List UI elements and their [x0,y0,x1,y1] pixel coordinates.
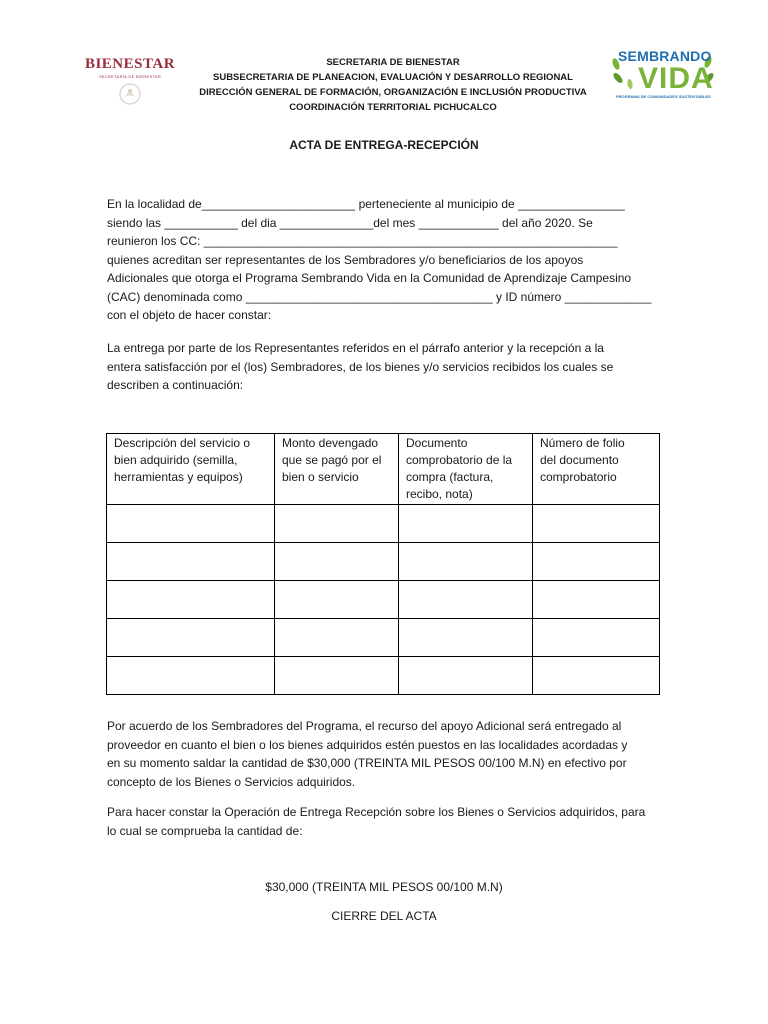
header-text: del documento [540,453,619,467]
header-line: COORDINACIÓN TERRITORIAL PICHUCALCO [289,102,497,113]
text-line: con el objeto de hacer constar: [107,308,272,322]
header-text: bien adquirido (semilla, [114,453,238,467]
header-lines [190,55,596,115]
table-cell[interactable] [399,619,533,657]
table-row [107,543,660,581]
header-line: SUBSECRETARIA DE PLANEACION, EVALUACIÓN Y DESARROLLO REGIONAL [213,72,573,83]
table-cell[interactable] [275,505,399,543]
table-header-row [107,434,660,505]
sembrando-vida-logo [610,44,716,100]
sembrando-tagline: PROGRAMA DE COMUNIDADES SUSTENTABLES [616,94,711,99]
text-line: La entrega por parte de los Representantes referidos en el párrafo anterior y la recepción a la [107,341,604,355]
document-title: ACTA DE ENTREGA-RECEPCIÓN [289,138,479,152]
vida-text: VIDA [638,62,714,95]
header-text: Número de folio [540,436,625,450]
closing-line: CIERRE DEL ACTA [331,909,437,923]
text-line: siendo las ___________ del dia ______________del mes ____________ del año 2020. Se [107,215,593,230]
table-cell[interactable] [533,657,660,695]
text-line: Por acuerdo de los Sembradores del Programa, el recurso del apoyo Adicional será entregado al [107,719,622,733]
text-line: proveedor en cuanto el bien o los bienes adquiridos estén puestos en las localidades acordadas y [107,737,628,752]
text-line: en su momento saldar la cantidad de $30,000 (TREINTA MIL PESOS 00/100 M.N) en efectivo por [107,756,627,770]
header-text: recibo, nota) [406,487,473,501]
text-line: reunieron los CC: ______________________________________________________________ [107,234,618,248]
table-cell[interactable] [275,657,399,695]
amount-line: $30,000 (TREINTA MIL PESOS 00/100 M.N) [265,880,503,894]
header-line: DIRECCIÓN GENERAL DE FORMACIÓN, ORGANIZACIÓN E INCLUSIÓN PRODUCTIVA [199,87,587,98]
table-row [107,657,660,695]
table-cell[interactable] [107,543,275,581]
header-text: comprobatorio [540,470,617,484]
text-line: lo cual se comprueba la cantidad de: [107,823,303,838]
table-cell[interactable] [399,581,533,619]
text-line: (CAC) denominada como _____________________________________ y ID número _____________ [107,289,652,304]
table-cell[interactable] [107,581,275,619]
header-description [107,434,275,505]
bienestar-logo [80,56,180,111]
text-line: En la localidad de_______________________ perteneciente al municipio de ________________ [107,197,625,211]
table-cell[interactable] [275,619,399,657]
table-cell[interactable] [399,505,533,543]
paragraph-confirmation [107,803,667,840]
table-row [107,505,660,543]
table-cell[interactable] [533,505,660,543]
items-table [106,433,660,695]
header-text: comprobatorio de la [406,453,513,467]
text-line: quienes acreditan ser representantes de los Sembradores y/o beneficiarios de los apoyos [107,252,584,267]
bienestar-brand: BIENESTAR [84,56,176,72]
eagle-seal-icon [117,82,143,106]
sembrando-text: SEMBRANDO [618,48,712,64]
text-line: describen a continuación: [107,378,244,392]
header-text: compra (factura, [406,470,494,484]
text-line: concepto de los Bienes o Servicios adquiridos. [107,774,356,789]
table-cell[interactable] [107,619,275,657]
header-amount [275,434,399,505]
paragraph-agreement [107,717,667,791]
paragraph-delivery [107,339,667,395]
header-text: Descripción del servicio o [114,436,251,450]
header-text: herramientas y equipos) [114,470,243,484]
header-folio [533,434,660,505]
table-cell[interactable] [399,657,533,695]
table-cell[interactable] [533,543,660,581]
table-cell[interactable] [275,543,399,581]
header-document [399,434,533,505]
table-cell[interactable] [533,581,660,619]
table-cell[interactable] [399,543,533,581]
table-row [107,581,660,619]
table-row [107,619,660,657]
text-line: Para hacer constar la Operación de Entrega Recepción sobre los Bienes o Servicios adquiridos, para [107,805,646,819]
text-line: Adicionales que otorga el Programa Sembrando Vida en la Comunidad de Aprendizaje Campesino [107,271,632,285]
paragraph-intro [107,195,667,325]
header-text: Monto devengado [282,436,379,450]
table-cell[interactable] [107,657,275,695]
table-cell[interactable] [275,581,399,619]
table-cell[interactable] [533,619,660,657]
header-text: bien o servicio [282,470,359,484]
document-header [0,44,768,124]
header-text: que se pagó por el [282,453,382,467]
text-line: entera satisfacción por el (los) Sembradores, de los bienes y/o servicios recibidos los cuales se [107,359,614,374]
bienestar-sub: SECRETARÍA DE BIENESTAR [98,74,162,79]
table-cell[interactable] [107,505,275,543]
header-line: SECRETARIA DE BIENESTAR [326,57,460,68]
header-text: Documento [406,436,468,450]
